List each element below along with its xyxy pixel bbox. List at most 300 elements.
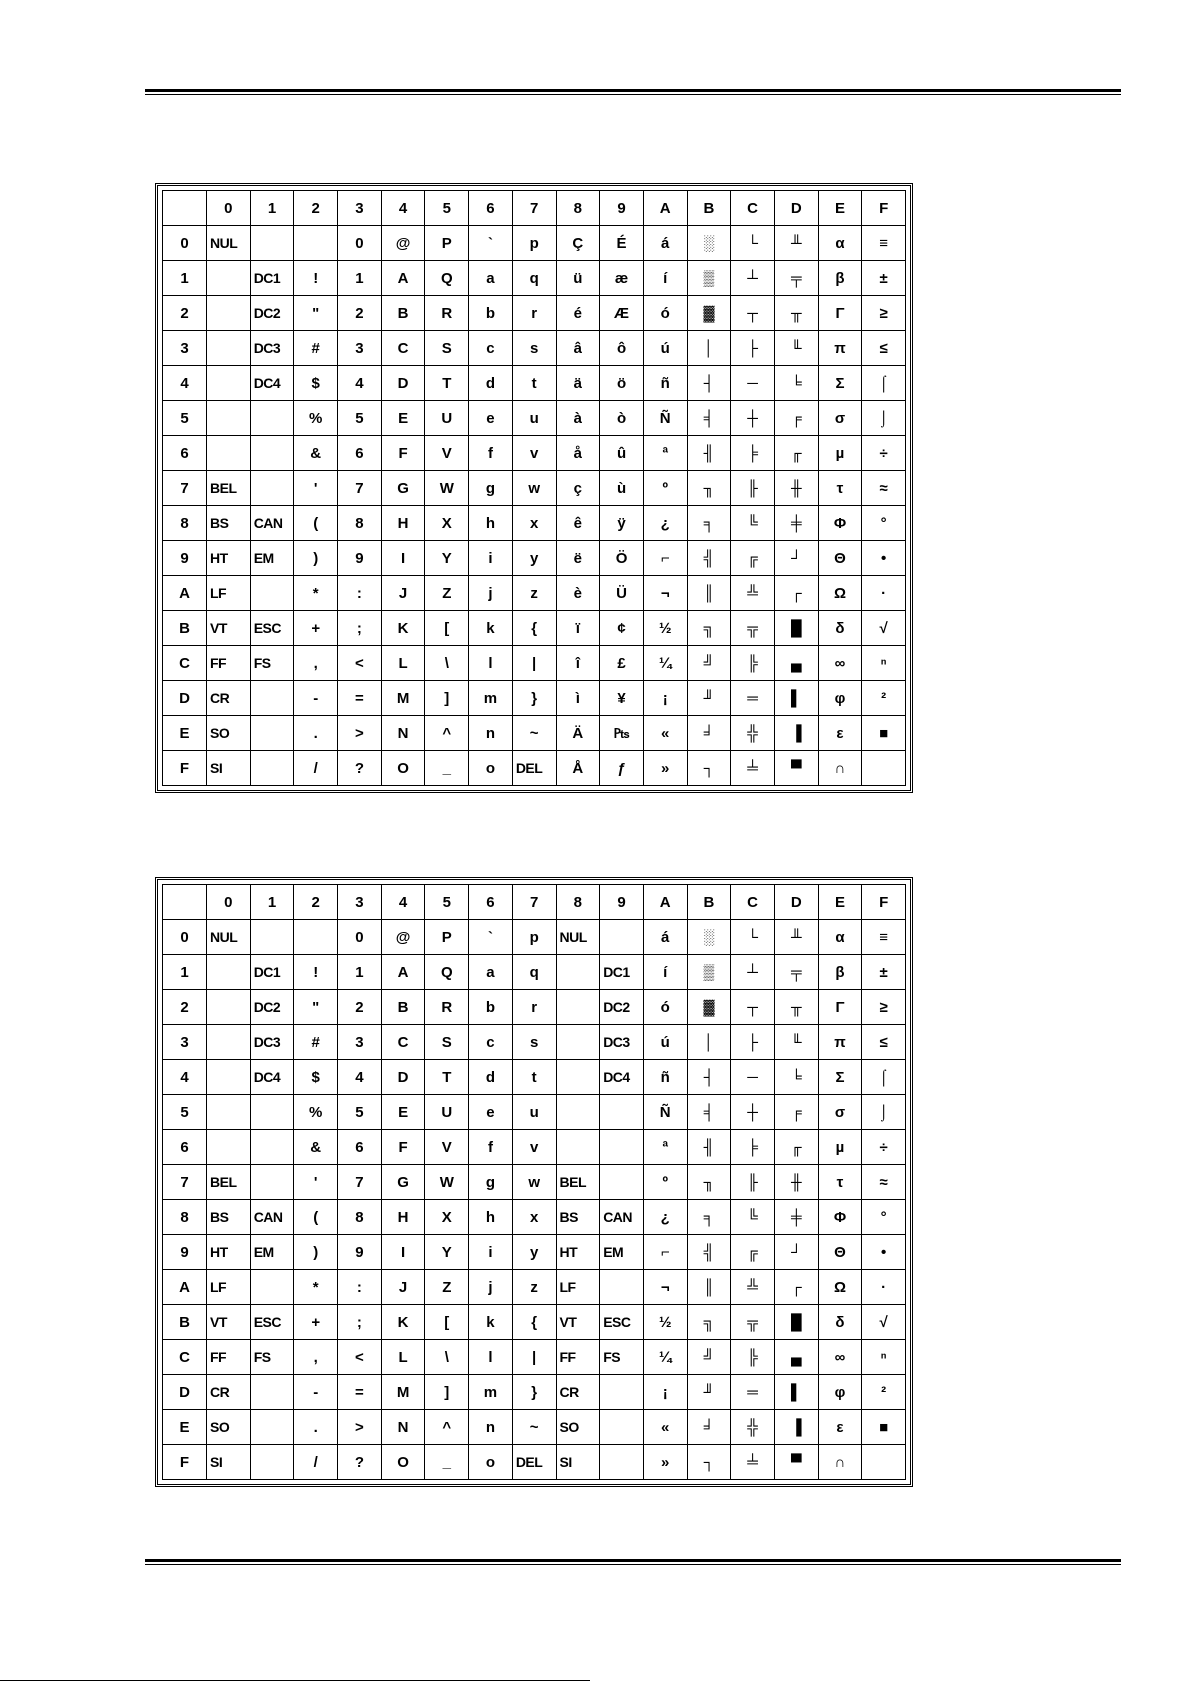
code-cell	[207, 436, 251, 471]
table-row	[163, 751, 906, 786]
code-cell: ╦	[731, 611, 775, 646]
code-cell: SI	[207, 1445, 251, 1480]
code-cell: φ	[818, 1375, 862, 1410]
code-cell: ╬	[731, 716, 775, 751]
code-cell: >	[338, 1410, 382, 1445]
column-header: 0	[207, 885, 251, 920]
table-row	[163, 331, 906, 366]
column-header: 8	[556, 191, 600, 226]
code-cell: }	[512, 681, 556, 716]
code-cell	[250, 576, 294, 611]
code-cell: ▒	[687, 955, 731, 990]
code-cell: M	[381, 1375, 425, 1410]
code-cell: ô	[600, 331, 644, 366]
code-cell: 7	[338, 471, 382, 506]
code-cell: X	[425, 506, 469, 541]
code-cell: £	[600, 646, 644, 681]
code-cell: ┌	[774, 1270, 818, 1305]
code-cell: B	[381, 296, 425, 331]
code-cell: ░	[687, 226, 731, 261]
code-cell: ▌	[774, 681, 818, 716]
code-cell	[862, 751, 906, 786]
code-cell: u	[512, 1095, 556, 1130]
code-cell: ù	[600, 471, 644, 506]
code-cell: <	[338, 1340, 382, 1375]
code-cell: ╩	[731, 1270, 775, 1305]
code-cell: Å	[556, 751, 600, 786]
column-header	[163, 885, 207, 920]
column-header: E	[818, 191, 862, 226]
code-cell: ¼	[643, 646, 687, 681]
code-cell: L	[381, 646, 425, 681]
code-cell: ë	[556, 541, 600, 576]
code-cell	[250, 436, 294, 471]
table-row	[163, 261, 906, 296]
code-cell: m	[469, 681, 513, 716]
code-cell: ─	[731, 1060, 775, 1095]
code-cell: █	[774, 611, 818, 646]
code-cell: ∩	[818, 1445, 862, 1480]
code-cell: Ω	[818, 576, 862, 611]
code-cell: b	[469, 296, 513, 331]
code-cell: z	[512, 576, 556, 611]
table-row	[163, 920, 906, 955]
code-cell: ■	[862, 716, 906, 751]
code-cell: =	[338, 681, 382, 716]
code-cell: W	[425, 1165, 469, 1200]
code-cell: ≤	[862, 1025, 906, 1060]
column-header: 1	[250, 885, 294, 920]
table-row	[163, 611, 906, 646]
code-cell	[207, 990, 251, 1025]
column-header: B	[687, 885, 731, 920]
code-cell: ½	[643, 611, 687, 646]
code-cell: τ	[818, 1165, 862, 1200]
code-cell: $	[294, 1060, 338, 1095]
code-cell	[250, 226, 294, 261]
code-cell: /	[294, 1445, 338, 1480]
code-cell: Y	[425, 1235, 469, 1270]
row-header: 6	[163, 436, 207, 471]
code-cell: ²	[862, 1375, 906, 1410]
row-header: 4	[163, 366, 207, 401]
code-cell: DC4	[250, 1060, 294, 1095]
code-cell: )	[294, 541, 338, 576]
code-cell: SO	[556, 1410, 600, 1445]
code-cell: +	[294, 611, 338, 646]
code-cell: BEL	[556, 1165, 600, 1200]
code-cell: ║	[687, 1270, 731, 1305]
code-cell: T	[425, 366, 469, 401]
code-cell: ±	[862, 955, 906, 990]
code-cell: LF	[556, 1270, 600, 1305]
code-cell: ╪	[774, 1200, 818, 1235]
code-cell: ¼	[643, 1340, 687, 1375]
code-cell: SI	[556, 1445, 600, 1480]
code-cell: U	[425, 1095, 469, 1130]
code-cell	[207, 1095, 251, 1130]
code-cell: Γ	[818, 990, 862, 1025]
code-cell: Ñ	[643, 401, 687, 436]
code-cell: s	[512, 331, 556, 366]
code-cell: d	[469, 1060, 513, 1095]
row-header: 7	[163, 471, 207, 506]
code-cell: ≥	[862, 990, 906, 1025]
code-cell: ░	[687, 920, 731, 955]
code-cell: ç	[556, 471, 600, 506]
code-cell: 8	[338, 1200, 382, 1235]
code-cell: %	[294, 1095, 338, 1130]
code-cell: ó	[643, 296, 687, 331]
code-cell: ═	[731, 681, 775, 716]
code-cell: LF	[207, 576, 251, 611]
code-cell: A	[381, 955, 425, 990]
code-cell: "	[294, 990, 338, 1025]
code-cell: a	[469, 261, 513, 296]
code-cell: ¡	[643, 681, 687, 716]
code-cell: ò	[600, 401, 644, 436]
code-cell: æ	[600, 261, 644, 296]
column-header: A	[643, 885, 687, 920]
code-cell: ╨	[774, 920, 818, 955]
code-cell	[207, 955, 251, 990]
code-cell: è	[556, 576, 600, 611]
code-cell: ╦	[731, 1305, 775, 1340]
code-cell: J	[381, 1270, 425, 1305]
row-header: 4	[163, 1060, 207, 1095]
code-cell: SI	[207, 751, 251, 786]
code-cell: g	[469, 1165, 513, 1200]
code-cell: Q	[425, 955, 469, 990]
code-cell: DEL	[512, 1445, 556, 1480]
code-cell: ¬	[643, 1270, 687, 1305]
code-cell: y	[512, 1235, 556, 1270]
column-header: 3	[338, 885, 382, 920]
code-cell: =	[338, 1375, 382, 1410]
character-table-2	[155, 877, 913, 1487]
code-cell: W	[425, 471, 469, 506]
code-cell: ╢	[687, 1130, 731, 1165]
code-cell: K	[381, 1305, 425, 1340]
column-header: 2	[294, 885, 338, 920]
code-cell: °	[862, 506, 906, 541]
code-cell: └	[731, 920, 775, 955]
table-row	[163, 1060, 906, 1095]
code-cell: |	[512, 646, 556, 681]
code-cell: ^	[425, 716, 469, 751]
code-cell: δ	[818, 611, 862, 646]
code-cell: ;	[338, 1305, 382, 1340]
row-header: E	[163, 716, 207, 751]
code-cell: VT	[207, 611, 251, 646]
code-cell: DC2	[250, 990, 294, 1025]
code-cell: EM	[250, 1235, 294, 1270]
code-cell: SO	[207, 716, 251, 751]
code-cell: EM	[250, 541, 294, 576]
code-cell: 6	[338, 436, 382, 471]
code-cell: ₧	[600, 716, 644, 751]
code-cell: R	[425, 990, 469, 1025]
code-cell: w	[512, 1165, 556, 1200]
code-cell: ╘	[774, 1060, 818, 1095]
code-cell: ε	[818, 1410, 862, 1445]
code-cell: m	[469, 1375, 513, 1410]
header-row	[163, 191, 906, 226]
code-cell: i	[469, 541, 513, 576]
code-cell: ESC	[600, 1305, 644, 1340]
code-cell: N	[381, 1410, 425, 1445]
code-cell: ▒	[687, 261, 731, 296]
code-cell: C	[381, 331, 425, 366]
code-cell: FF	[207, 646, 251, 681]
code-cell: K	[381, 611, 425, 646]
code-cell: #	[294, 331, 338, 366]
code-cell: ╥	[774, 296, 818, 331]
code-cell: ╡	[687, 401, 731, 436]
code-cell: ╕	[687, 1200, 731, 1235]
code-cell: DC3	[250, 1025, 294, 1060]
code-cell	[600, 1445, 644, 1480]
code-cell: %	[294, 401, 338, 436]
table-row	[163, 1340, 906, 1375]
code-cell: ESC	[250, 611, 294, 646]
code-cell: A	[381, 261, 425, 296]
row-header: 2	[163, 296, 207, 331]
row-header: 5	[163, 1095, 207, 1130]
code-cell: F	[381, 436, 425, 471]
code-cell: 2	[338, 990, 382, 1025]
column-header: E	[818, 885, 862, 920]
table-row	[163, 990, 906, 1025]
code-cell	[250, 1410, 294, 1445]
code-cell	[207, 1130, 251, 1165]
row-header: 6	[163, 1130, 207, 1165]
code-cell: ╢	[687, 436, 731, 471]
code-cell: *	[294, 1270, 338, 1305]
code-cell	[207, 296, 251, 331]
code-cell	[250, 1130, 294, 1165]
code-cell: ╙	[774, 1025, 818, 1060]
code-cell: •	[862, 1235, 906, 1270]
code-cell: FF	[556, 1340, 600, 1375]
code-cell: ]	[425, 1375, 469, 1410]
column-header: 9	[600, 191, 644, 226]
code-cell: ═	[731, 1375, 775, 1410]
code-cell: ⌠	[862, 1060, 906, 1095]
table-row	[163, 716, 906, 751]
code-cell: ╖	[687, 471, 731, 506]
code-cell: º	[643, 1165, 687, 1200]
code-cell: Ü	[600, 576, 644, 611]
code-cell: c	[469, 1025, 513, 1060]
table-row	[163, 1305, 906, 1340]
code-cell: ª	[643, 1130, 687, 1165]
code-cell: ê	[556, 506, 600, 541]
code-cell: 1	[338, 955, 382, 990]
code-cell: CR	[556, 1375, 600, 1410]
code-cell: /	[294, 751, 338, 786]
code-cell: J	[381, 576, 425, 611]
code-cell: ╓	[774, 1130, 818, 1165]
code-cell	[600, 1130, 644, 1165]
code-cell: 6	[338, 1130, 382, 1165]
code-cell: .	[294, 1410, 338, 1445]
code-cell: ╗	[687, 611, 731, 646]
code-cell: ±	[862, 261, 906, 296]
row-header: 9	[163, 541, 207, 576]
code-cell: v	[512, 436, 556, 471]
code-cell: ∩	[818, 751, 862, 786]
code-cell: Z	[425, 576, 469, 611]
code-cell: BEL	[207, 1165, 251, 1200]
row-header: B	[163, 1305, 207, 1340]
code-cell: z	[512, 1270, 556, 1305]
code-cell: CAN	[250, 1200, 294, 1235]
code-cell: o	[469, 751, 513, 786]
code-cell: DC1	[250, 955, 294, 990]
code-cell: «	[643, 1410, 687, 1445]
code-cell: $	[294, 366, 338, 401]
code-cell: t	[512, 1060, 556, 1095]
column-header: F	[862, 885, 906, 920]
code-cell: º	[643, 471, 687, 506]
code-cell: ┬	[731, 990, 775, 1025]
code-cell	[600, 1375, 644, 1410]
code-cell: e	[469, 401, 513, 436]
code-cell: α	[818, 920, 862, 955]
code-cell: Æ	[600, 296, 644, 331]
code-cell: ⌐	[643, 1235, 687, 1270]
code-cell: ²	[862, 681, 906, 716]
column-header: C	[731, 885, 775, 920]
code-cell	[250, 681, 294, 716]
code-cell: •	[862, 541, 906, 576]
row-header: C	[163, 1340, 207, 1375]
code-cell: ^	[425, 1410, 469, 1445]
code-cell: Θ	[818, 541, 862, 576]
code-cell: ▓	[687, 990, 731, 1025]
column-header: 4	[381, 885, 425, 920]
code-cell: v	[512, 1130, 556, 1165]
code-cell: ╔	[731, 541, 775, 576]
character-table-1	[155, 183, 913, 793]
code-cell: ≈	[862, 1165, 906, 1200]
code-cell: ╥	[774, 990, 818, 1025]
code-cell: .	[294, 716, 338, 751]
code-cell: ¥	[600, 681, 644, 716]
code-cell: │	[687, 331, 731, 366]
row-header: 3	[163, 1025, 207, 1060]
code-cell: FS	[250, 646, 294, 681]
code-cell: h	[469, 506, 513, 541]
code-cell: ╧	[731, 751, 775, 786]
table-row	[163, 1375, 906, 1410]
code-cell: ä	[556, 366, 600, 401]
code-cell: π	[818, 1025, 862, 1060]
code-cell: ╨	[774, 226, 818, 261]
table-row	[163, 1025, 906, 1060]
row-header: 0	[163, 920, 207, 955]
row-header: 9	[163, 1235, 207, 1270]
code-cell	[207, 331, 251, 366]
code-cell: ╓	[774, 436, 818, 471]
code-cell: FS	[250, 1340, 294, 1375]
table-row	[163, 646, 906, 681]
code-cell: <	[338, 646, 382, 681]
column-header: 4	[381, 191, 425, 226]
code-cell: \	[425, 1340, 469, 1375]
row-header: A	[163, 576, 207, 611]
code-cell: l	[469, 646, 513, 681]
code-cell	[600, 1270, 644, 1305]
code-cell: ┬	[731, 296, 775, 331]
code-cell: DC3	[250, 331, 294, 366]
code-cell: ╜	[687, 1375, 731, 1410]
row-header: C	[163, 646, 207, 681]
code-cell: ╩	[731, 576, 775, 611]
code-cell: DC1	[600, 955, 644, 990]
code-cell: »	[643, 751, 687, 786]
column-header: A	[643, 191, 687, 226]
code-cell: ~	[512, 1410, 556, 1445]
column-header	[163, 191, 207, 226]
code-cell: DC2	[600, 990, 644, 1025]
table-row	[163, 1165, 906, 1200]
row-header: 8	[163, 1200, 207, 1235]
code-cell: i	[469, 1235, 513, 1270]
header-rule	[145, 89, 1121, 95]
code-cell	[207, 261, 251, 296]
table-row	[163, 576, 906, 611]
code-cell: DEL	[512, 751, 556, 786]
code-cell: ÷	[862, 436, 906, 471]
code-cell: ?	[338, 751, 382, 786]
code-cell: q	[512, 261, 556, 296]
code-cell: Φ	[818, 506, 862, 541]
code-cell: ö	[600, 366, 644, 401]
header-row	[163, 885, 906, 920]
row-header: 5	[163, 401, 207, 436]
code-cell: β	[818, 955, 862, 990]
code-cell: ╖	[687, 1165, 731, 1200]
code-cell: U	[425, 401, 469, 436]
code-cell: τ	[818, 471, 862, 506]
code-cell: 5	[338, 401, 382, 436]
code-cell: ║	[687, 576, 731, 611]
row-header: 2	[163, 990, 207, 1025]
code-cell: BS	[556, 1200, 600, 1235]
code-cell: Σ	[818, 366, 862, 401]
code-cell: ▐	[774, 716, 818, 751]
code-cell	[250, 1095, 294, 1130]
code-cell: G	[381, 471, 425, 506]
code-cell: σ	[818, 1095, 862, 1130]
code-cell: ⌡	[862, 1095, 906, 1130]
code-cell: í	[643, 261, 687, 296]
row-header: 8	[163, 506, 207, 541]
code-cell: ┌	[774, 576, 818, 611]
code-cell: Ö	[600, 541, 644, 576]
table-row	[163, 1270, 906, 1305]
code-cell: ▓	[687, 296, 731, 331]
table-row	[163, 1235, 906, 1270]
code-cell: 9	[338, 541, 382, 576]
code-cell: 3	[338, 1025, 382, 1060]
code-cell: ╡	[687, 1095, 731, 1130]
code-cell: ·	[862, 1270, 906, 1305]
code-cell: á	[643, 920, 687, 955]
code-cell: b	[469, 990, 513, 1025]
